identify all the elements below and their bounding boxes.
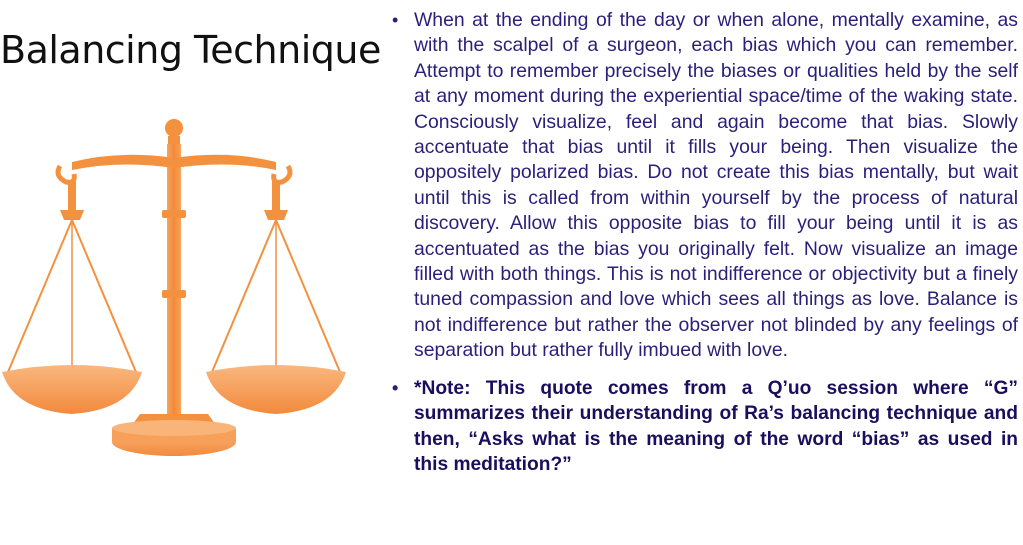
bullet-marker: •	[392, 10, 399, 30]
bullet-marker: •	[392, 377, 399, 398]
slide-title: Balancing Technique	[0, 28, 381, 72]
bullet-list	[392, 8, 1018, 477]
bullet-technique-quote	[392, 8, 1018, 364]
balance-scale-image	[0, 110, 360, 470]
bullet-text: *Note: This quote comes from a Q’uo session where “G” summarizes their understanding of Ra’s balancing technique and then, “Asks what is the meaning of the word “bias” as used in this meditation?”	[414, 377, 1018, 475]
balance-scale-icon	[0, 110, 360, 470]
bullet-text: When at the ending of the day or when alone, mentally examine, as with the scalpel of a surgeon, each bias which you can remember. Attempt to remember precisely the biases or qualities held by the self at any moment during the experiential space/time of the waking state. Consciously visualize, feel and again become that bias. Slowly accentuate that bias until it fills your being. Then visualize the oppositely polarized bias. Do not create this bias mentally, but wait until this is called from within yourself by the process of natural discovery. Allow this opposite bias to fill your being until it is as accentuated as the bias you originally felt. Now visualize an image filled with both things. This is not indifference or objectivity but a finely tuned compassion and love which sees all things as love. Balance is not indifference but rather the observer not blinded by any feelings of separation but rather fully imbued with love.	[414, 9, 1018, 362]
bullet-note	[392, 376, 1018, 478]
